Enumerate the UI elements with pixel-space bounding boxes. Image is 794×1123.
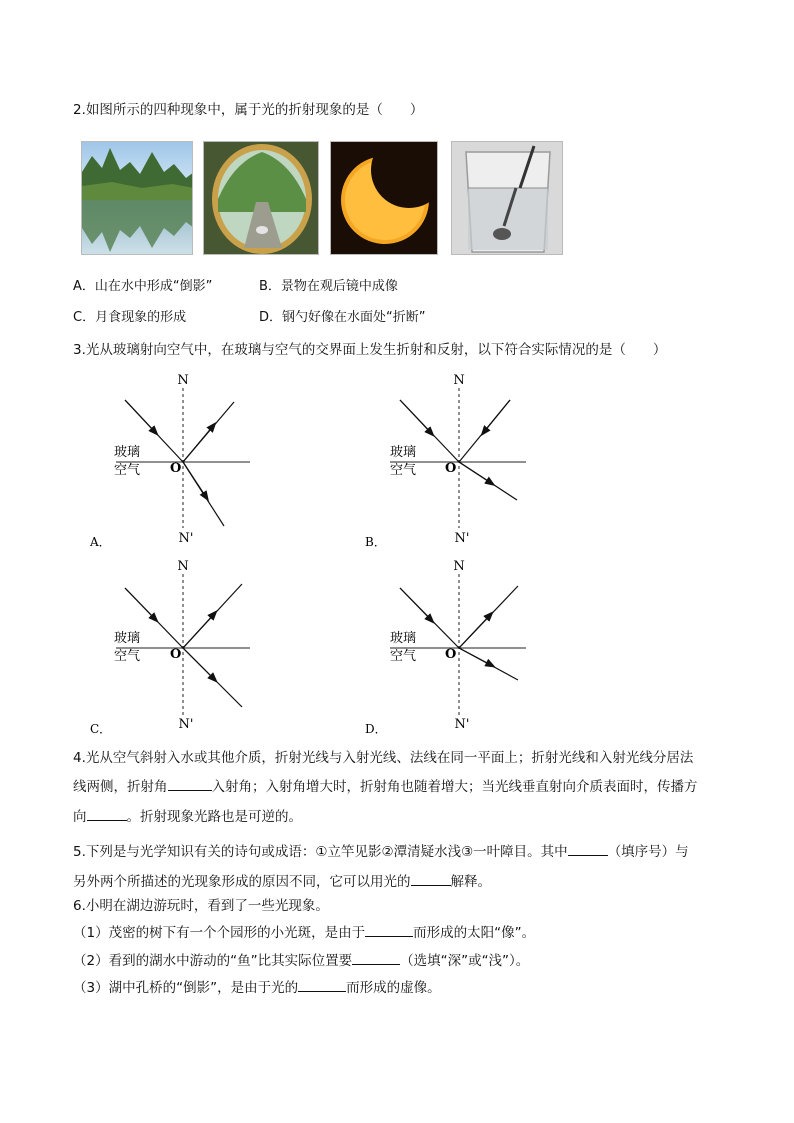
diagram-b[interactable] xyxy=(365,373,526,549)
q2-option-b[interactable]: B．景物在观后镜中成像 xyxy=(259,279,398,294)
q3-stem: 3.光从玻璃射向空气中，在玻璃与空气的交界面上发生折射和反射，以下符合实际情况的是（ ） xyxy=(73,342,667,358)
q6-sub3-text-b: 而形成的虚像。 xyxy=(346,980,441,996)
q6-sub2-text-b: （选填“深”或“浅”）。 xyxy=(400,953,530,969)
diagram-a-n-top: N xyxy=(177,373,189,388)
diagram-c-letter: C． xyxy=(90,722,112,736)
diagram-d-air: 空气 xyxy=(390,649,417,664)
q6-sub1-text-b: 而形成的太阳“像”。 xyxy=(413,925,536,941)
photo-eclipse xyxy=(330,141,438,255)
q6-blank-2[interactable] xyxy=(352,950,400,965)
q6-sub1 xyxy=(73,922,535,943)
q4-line2-text-b: 入射角；入射角增大时，折射角也随着增大；当光线垂直射向介质表面时，传播方 xyxy=(211,779,698,795)
q5-line2-text-a: 另外两个所描述的光现象形成的原因不同，它可以用光的 xyxy=(73,874,411,890)
photo-mountain-reflection xyxy=(81,141,193,255)
q5-line1-text-b: （填序号）与 xyxy=(607,844,689,860)
q2-option-d[interactable]: D．钢勺好像在水面处“折断” xyxy=(259,310,426,325)
q5-blank-2[interactable] xyxy=(411,871,451,886)
q4-line1: 4.光从空气斜射入水或其他介质，折射光线与入射光线、法线在同一平面上；折射光线和入射光线分居法 xyxy=(73,750,694,766)
q4-line2 xyxy=(73,776,698,797)
q5-line1 xyxy=(73,841,689,862)
q2-option-a[interactable]: A．山在水中形成“倒影” xyxy=(73,279,213,294)
q5-line2 xyxy=(73,871,491,892)
q6-sub2 xyxy=(73,950,529,971)
diagram-b-n-bottom: N' xyxy=(454,531,470,546)
q6-stem: 6.小明在湖边游玩时，看到了一些光现象。 xyxy=(73,898,329,914)
q2-option-c[interactable]: C．月食现象的形成 xyxy=(73,310,187,325)
q4-line3-text-a: 向 xyxy=(73,809,87,825)
diagram-a-glass: 玻璃 xyxy=(114,445,141,460)
q6-blank-1[interactable] xyxy=(365,922,413,937)
diagram-b-letter: B． xyxy=(365,535,386,549)
diagram-a-letter: A． xyxy=(90,535,111,549)
q4-line2-text-a: 线两侧，折射角 xyxy=(73,779,168,795)
diagram-a[interactable] xyxy=(89,373,250,549)
diagram-c[interactable] xyxy=(90,559,250,736)
q2-stem: 2.如图所示的四种现象中，属于光的折射现象的是（ ） xyxy=(73,102,424,118)
photo-spoon-in-water xyxy=(451,141,563,255)
q6-sub2-text-a: （2）看到的湖水中游动的“鱼”比其实际位置要 xyxy=(73,953,353,969)
q4-blank-1[interactable] xyxy=(168,776,212,791)
diagram-b-origin: O xyxy=(445,461,457,476)
q6-sub3-text-a: （3）湖中孔桥的“倒影”，是由于光的 xyxy=(73,980,299,996)
q5-blank-1[interactable] xyxy=(568,841,608,856)
diagram-d-origin: O xyxy=(445,647,457,662)
diagram-a-air: 空气 xyxy=(114,463,141,478)
photo-rearview-mirror xyxy=(203,141,319,255)
diagram-c-air: 空气 xyxy=(114,649,141,664)
q5-line1-text-a: 5.下列是与光学知识有关的诗句或成语：①立竿见影②潭清疑水浅③一叶障目。其中 xyxy=(73,844,568,860)
q5-line2-text-b: 解释。 xyxy=(450,874,491,890)
diagram-d-letter: D． xyxy=(365,722,387,736)
q6-sub1-text-a: （1）茂密的树下有一个个园形的小光斑，是由于 xyxy=(73,925,366,941)
diagram-b-n-top: N xyxy=(453,373,465,388)
diagram-b-glass: 玻璃 xyxy=(390,445,417,460)
diagram-c-glass: 玻璃 xyxy=(114,631,141,646)
diagram-d-n-top: N xyxy=(453,559,465,574)
diagram-c-origin: O xyxy=(170,647,182,662)
q4-line3 xyxy=(73,806,302,827)
diagram-d-n-bottom: N' xyxy=(454,717,470,732)
diagram-d-glass: 玻璃 xyxy=(390,631,417,646)
diagram-c-n-bottom: N' xyxy=(178,717,194,732)
q4-blank-2[interactable] xyxy=(87,806,127,821)
diagram-b-air: 空气 xyxy=(390,463,417,478)
diagram-a-origin: O xyxy=(170,461,182,476)
diagram-d[interactable] xyxy=(365,559,526,736)
q3-diagrams xyxy=(0,360,794,740)
diagram-a-n-bottom: N' xyxy=(178,531,194,546)
q4-line3-text-b: 。折射现象光路也是可逆的。 xyxy=(126,809,302,825)
q6-sub3 xyxy=(73,977,441,998)
diagram-c-n-top: N xyxy=(177,559,189,574)
q6-blank-3[interactable] xyxy=(298,977,346,992)
